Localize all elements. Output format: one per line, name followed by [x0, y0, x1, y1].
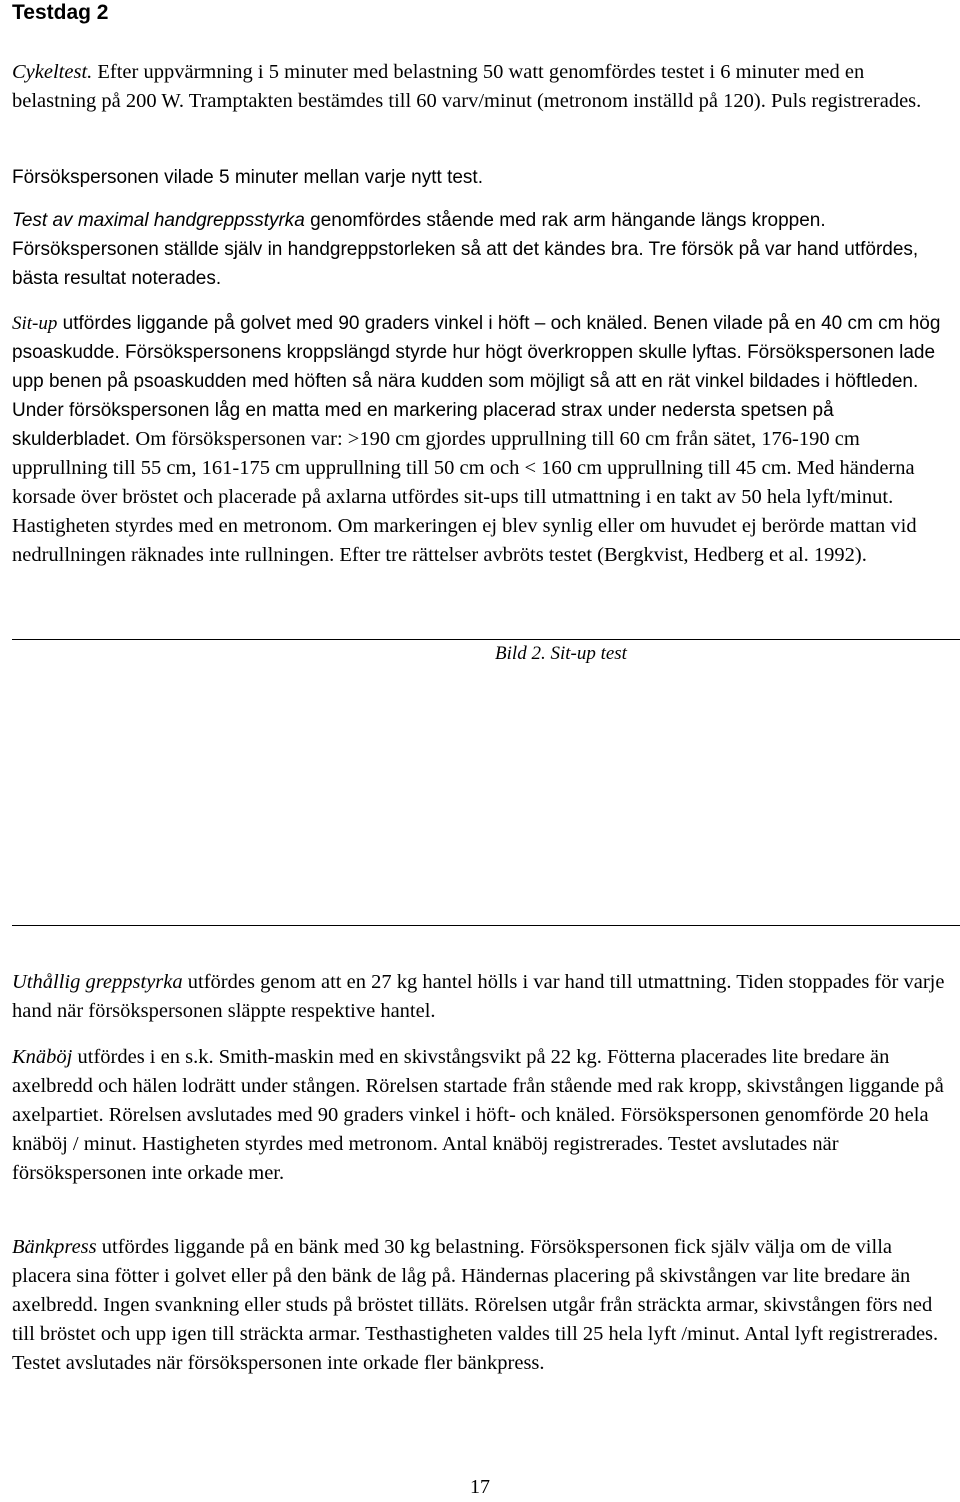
paragraph-rest: Försökspersonen vilade 5 minuter mellan varje nytt test.	[12, 167, 483, 188]
paragraph-cykeltest	[12, 58, 952, 116]
figure-top-rule	[12, 639, 960, 640]
page-number: 17	[470, 1476, 490, 1498]
term-handgreppsstyrka: Test av maximal handgreppsstyrka	[12, 210, 305, 231]
term-knaboj: Knäböj	[12, 1046, 73, 1068]
term-situp: Sit-up	[12, 313, 58, 334]
paragraph-text: genomfördes stående med rak arm hängande längs kroppen. Försökspersonen ställde själv in handgreppstorleken så att det kändes bra. Tre försök på var hand utfördes, bästa resultat noterades.	[12, 210, 919, 289]
paragraph-text: Efter uppvärmning i 5 minuter med belastning 50 watt genomfördes testet i 6 minuter med en belastning på 200 W. Tramptakten bestämdes till 60 varv/minut (metronom inställd på 120). Puls registrerades.	[12, 61, 922, 112]
paragraph-knaboj	[12, 1043, 952, 1188]
paragraph-text-a: utfördes liggande på golvet med 90 graders vinkel i höft – och knäled. Benen vilade på en 40 cm cm hög psoaskudde. Försökspersonens kroppslängd styrde hur högt överkroppen skulle lyftas. Försökspersonen lade upp benen på psoaskudden med höften så nära kudden som möjligt så att en rät vinkel bildades i höftleden. Under försökspersonen låg en matta med en markering placerad strax under nedersta spetsen på skulderbladet.	[12, 313, 941, 450]
paragraph-text: utfördes liggande på en bänk med 30 kg belastning. Försökspersonen fick själv välja om de villa placera sina fötter i golvet eller på den bänk de låg på. Händernas placering på skivstången var lite bredare än axelbredd. Ingen svankning eller studs på bröstet tilläts. Rörelsen utgår från sträckta armar, skivstången förs ned till bröstet och upp igen till sträckta armar. Testhastigheten valdes till 25 hela lyft /minut. Antal lyft registrerades. Testet avslutades när försökspersonen inte orkade fler bänkpress.	[12, 1236, 939, 1374]
paragraph-handgrepp	[12, 206, 952, 293]
paragraph-uthallig-greppstyrka	[12, 968, 952, 1026]
section-heading: Testdag 2	[12, 1, 109, 24]
paragraph-situp	[12, 309, 952, 570]
paragraph-bankpress	[12, 1233, 952, 1378]
term-cykeltest: Cykeltest.	[12, 61, 93, 83]
paragraph-text: utfördes genom att en 27 kg hantel hölls i var hand till utmattning. Tiden stoppades för varje hand när försökspersonen släppte respektive hantel.	[12, 971, 945, 1022]
paragraph-text: utfördes i en s.k. Smith-maskin med en skivstångsvikt på 22 kg. Fötterna placerades lite bredare än axelbredd och hälen lodrätt under stången. Rörelsen startade från stående med rak kropp, skivstången liggande på axelpartiet. Rörelsen avslutades med 90 graders vinkel i höft- och knäled. Försökspersonen genomförde 20 hela knäböj / minut. Hastigheten styrdes med metronom. Antal knäböj registrerades. Testet avslutades när försökspersonen inte orkade mer.	[12, 1046, 944, 1184]
paragraph-text-b: Om försökspersonen var: >190 cm gjordes upprullning till 60 cm från sätet, 176-190 cm upprullning till 55 cm, 161-175 cm upprullning till 50 cm och < 160 cm upprullning till 45 cm. Med händerna korsade över bröstet och placerade på axlarna utfördes sit-ups till utmattning i en takt av 50 hela lyft/minut. Hastigheten styrdes med en metronom. Om markeringen ej blev synlig eller om huvudet ej berörde mattan vid nedrullningen räknades inte rullningen. Efter tre rättelser avbröts testet (Bergkvist, Hedberg et al. 1992).	[12, 428, 917, 566]
figure-bottom-rule	[12, 925, 960, 926]
term-bankpress: Bänkpress	[12, 1236, 97, 1258]
figure-caption: Bild 2. Sit-up test	[495, 643, 627, 664]
term-uthallig-greppstyrka: Uthållig greppstyrka	[12, 971, 183, 993]
